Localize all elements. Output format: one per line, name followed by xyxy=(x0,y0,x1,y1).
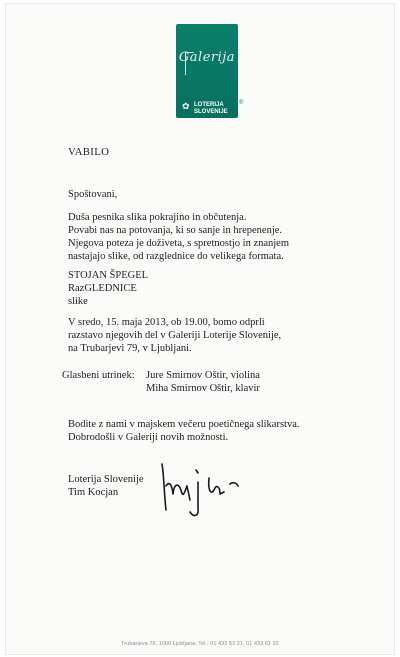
intro-line: nastajajo slike, od razglednice do velikega formata. xyxy=(68,251,284,262)
music-label: Glasbeni utrinek: xyxy=(62,370,135,381)
letter-page xyxy=(6,4,394,654)
logo-script-text: Galerija xyxy=(178,50,236,65)
intro-line: Duša pesnika slika pokrajino in občutenja. xyxy=(68,212,247,223)
event-line: V sredo, 15. maja 2013, ob 19.00, bomo odprli xyxy=(68,317,265,328)
logo-line-1: LOTERIJA xyxy=(194,102,224,108)
signatory-name: Tim Kocjan xyxy=(68,487,119,498)
music-performer: Miha Smirnov Oštir, klavir xyxy=(146,383,260,394)
footer-address: Trubarjeva 79, 1000 Ljubljana, Tel.: 01 433 53 21, 01 433 61 32 xyxy=(121,641,279,647)
galerija-logo xyxy=(176,24,238,118)
exhibition-title: RazGLEDNICE xyxy=(68,283,137,294)
letter-title: VABILO xyxy=(68,146,110,158)
music-performer: Jure Smirnov Oštir, violina xyxy=(146,370,260,381)
clover-icon: ✿ xyxy=(182,101,190,111)
registered-mark: ® xyxy=(239,100,244,106)
intro-line: Povabi nas na potovanja, ki so sanje in hrepenenje. xyxy=(68,225,283,236)
intro-line: Njegova poteza je doživeta, s spretnostjo in znanjem xyxy=(68,238,290,249)
artist-name: STOJAN ŠPEGEL xyxy=(68,270,149,281)
closing-line: Dobrodošli v Galeriji novih možnosti. xyxy=(68,432,229,443)
exhibition-subtitle: slike xyxy=(68,296,88,307)
event-line: na Trubarjevi 79, v Ljubljani. xyxy=(68,343,192,354)
event-line: razstavo njegovih del v Galeriji Loterije Slovenije, xyxy=(68,330,282,341)
closing-line: Bodite z nami v majskem večeru poetičnega slikarstva. xyxy=(68,419,300,430)
handwritten-signature xyxy=(154,456,250,520)
greeting: Spoštovani, xyxy=(68,189,118,200)
signatory-org: Loterija Slovenije xyxy=(68,474,144,485)
logo-line-2: SLOVENIJE xyxy=(194,109,228,115)
